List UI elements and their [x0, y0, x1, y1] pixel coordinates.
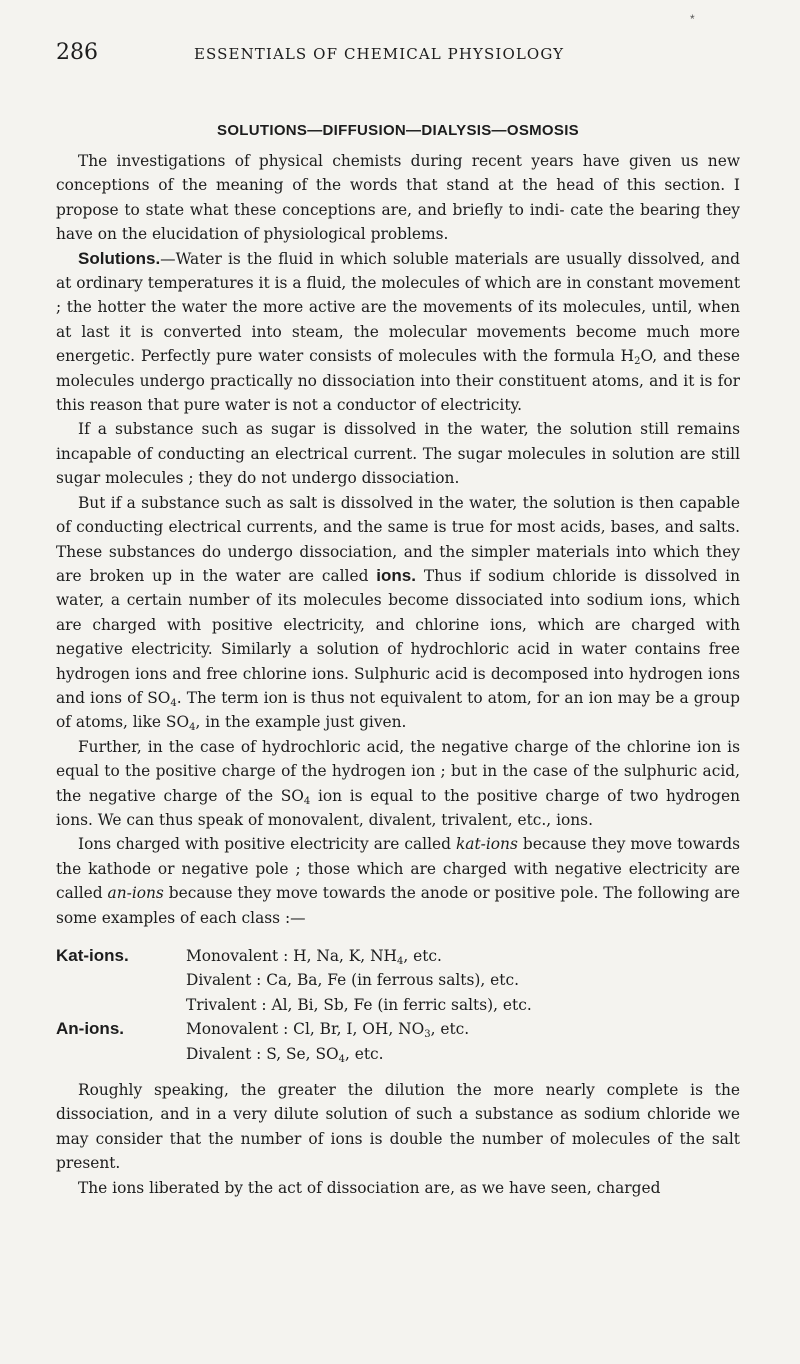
list-item: Divalent : Ca, Ba, Fe (in ferrous salts), etc. — [186, 971, 519, 990]
ions-term: ions. — [376, 565, 416, 585]
paragraph-charges: Further, in the case of hydrochloric acid, the negative charge of the chlorine ion is equal to the positive charge of the hydrogen ion ; but in the case of the sulphuric acid, the negative charge of the $SO_4$ ion is equal to the positive charge of two hydrogen ions. We can thus speak of monovalent, divalent, trivalent, etc., ions. — [56, 737, 740, 829]
corner-mark: * — [690, 12, 695, 26]
paragraph-liberated: The ions liberated by the act of dissociation are, as we have seen, charged — [78, 1178, 661, 1197]
page — [56, 40, 740, 1200]
an-ions-label: An-ions. — [56, 1019, 124, 1039]
paragraph-ion-types: Ions charged with positive electricity are called kat-ions because they move towards the kathode or negative pole ; those which are charged with negative electricity are called an-ions because they move towards the anode or positive pole. The following are some examples of each class :— — [56, 835, 740, 927]
list-item: Trivalent : Al, Bi, Sb, Fe (in ferric salts), etc. — [186, 995, 532, 1014]
list-item: Kat-ions. Monovalent : H, Na, K, $NH_4$, etc. — [56, 946, 442, 967]
running-title: ESSENTIALS OF CHEMICAL PHYSIOLOGY — [194, 45, 565, 63]
section-title: SOLUTIONS—DIFFUSION—DIALYSIS—OSMOSIS — [217, 122, 579, 139]
paragraph-solutions: Solutions.—Water is the fluid in which soluble materials are usually dissolved, and at ordinary temperatures it is a fluid, the molecules of which are in constant movement ; the hotter the water the more active are the movements of its molecules, until, when at last it is converted into steam, the molecular movements become much more energetic. Perfectly pure water consists of molecules with the formula $H_2O$, and these molecules undergo practically no dissociation into their constituent atoms, and it is for this reason that pure water is not a conductor of electricity. — [56, 248, 741, 415]
solutions-heading: Solutions. — [78, 248, 161, 268]
running-header — [56, 40, 740, 74]
paragraph-salt: But if a substance such as salt is dissolved in the water, the solution is then capable of conducting electrical currents, and the same is true for most acids, bases, and salts. These substances do undergo dissociation, and the simpler materials into which they are broken up in the water are called ions. Thus if sodium chloride is dissolved in water, a certain number of its molecules become dissociated into sodium ions, which are charged with positive electricity, and chlorine ions, which are charged with negative electricity. Similarly a solution of hydrochloric acid in water contains free hydrogen ions and free chlorine ions. Sulphuric acid is decomposed into hydrogen ions and ions of $SO_4$. The term ion is thus not equivalent to atom, for an ion may be a group of atoms, like $SO_4$, in the example just given. — [56, 493, 740, 734]
page-number: 286 — [56, 40, 98, 65]
paragraph-sugar: If a substance such as sugar is dissolved in the water, the solution still remains incapable of conducting an electrical current. The sugar molecules in solution are still sugar molecules ; they do not undergo dissociation. — [56, 420, 740, 488]
list-item: Divalent : S, Se, $SO_4$, etc. — [186, 1044, 384, 1065]
paragraph-dilution: Roughly speaking, the greater the dilution the more nearly complete is the dissociation, and in a very dilute solution of such a substance as sodium chloride we may consider that the number of ions is double the number of molecules of the salt present. — [56, 1081, 740, 1173]
kat-ions-label: Kat-ions. — [56, 946, 129, 965]
ion-class-list — [56, 944, 740, 1066]
paragraph-intro: The investigations of physical chemists during recent years have given us new conceptions of the meaning of the words that stand at the head of this section. I propose to state what these conceptions are, and briefly to indi- cate the bearing they have on the elucidation of physiological problems. — [56, 152, 740, 244]
list-item: An-ions. Monovalent : Cl, Br, I, OH, $NO_3$, etc. — [56, 1019, 470, 1041]
